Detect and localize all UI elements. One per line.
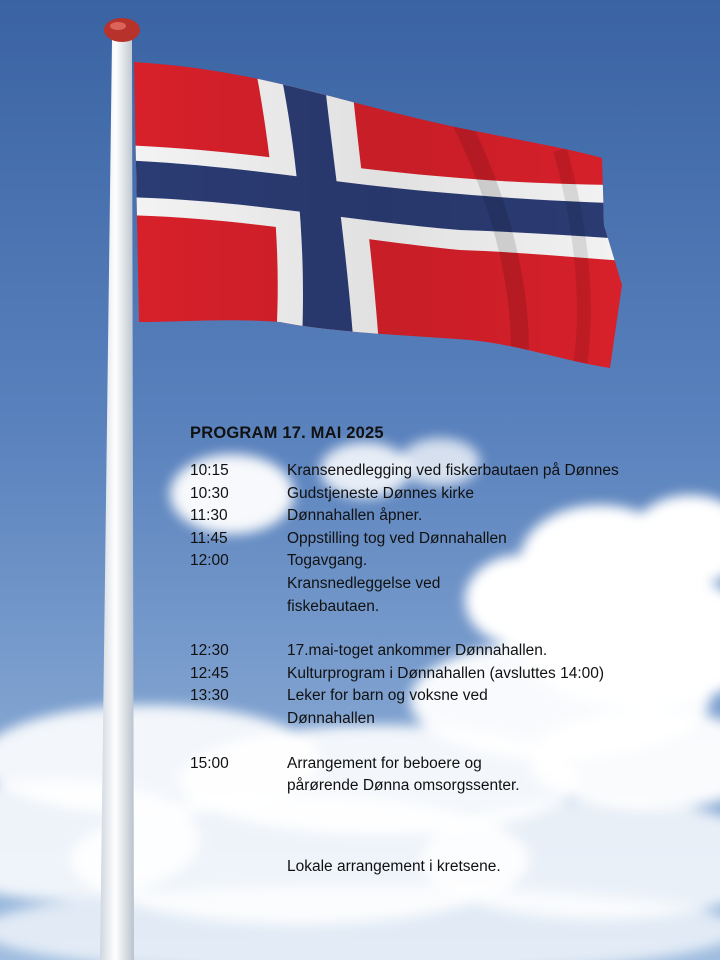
schedule-row	[190, 640, 690, 663]
schedule-time: 10:15	[190, 462, 229, 479]
schedule-time: 11:30	[190, 507, 228, 525]
spacer	[190, 731, 690, 753]
program-title: PROGRAM 17. MAI 2025	[190, 424, 384, 442]
schedule-row	[190, 528, 690, 551]
schedule-row	[190, 550, 690, 618]
program-schedule	[190, 424, 690, 798]
schedule-time: 15:00	[190, 754, 229, 772]
schedule-time: 12:45	[190, 664, 229, 682]
schedule-time: 12:30	[190, 642, 229, 660]
schedule-time: 13:30	[190, 687, 229, 705]
schedule-row	[190, 483, 690, 506]
schedule-text: 17.mai-toget ankommer Dønnahallen.	[287, 642, 548, 660]
schedule-time: 11:45	[190, 529, 228, 547]
footer-note: Lokale arrangement i kretsene.	[287, 858, 501, 875]
schedule-text: Togavgang. Kransnedleggelse ved fiskebautaen.	[287, 552, 441, 615]
schedule-time: 12:00	[190, 552, 229, 570]
schedule-text: Gudstjeneste Dønnes kirke	[287, 484, 474, 502]
schedule-text: Dønnahallen åpner.	[287, 507, 423, 525]
schedule-row	[190, 685, 690, 730]
schedule-time: 10:30	[190, 484, 229, 502]
schedule-text: Leker for barn og voksne ved Dønnahallen	[287, 687, 488, 727]
schedule-row	[190, 505, 690, 528]
spacer	[190, 618, 690, 640]
schedule-text: Kransenedlegging ved fiskerbautaen på Dønnes	[287, 462, 619, 479]
schedule-text: Oppstilling tog ved Dønnahallen	[287, 529, 507, 547]
schedule-text: Arrangement for beboere og pårørende Dønna omsorgssenter.	[287, 754, 520, 795]
schedule-text: Kulturprogram i Dønnahallen (avsluttes 14:00)	[287, 664, 605, 682]
schedule-row	[190, 753, 690, 798]
schedule-row	[190, 460, 690, 483]
schedule-row	[190, 663, 690, 686]
